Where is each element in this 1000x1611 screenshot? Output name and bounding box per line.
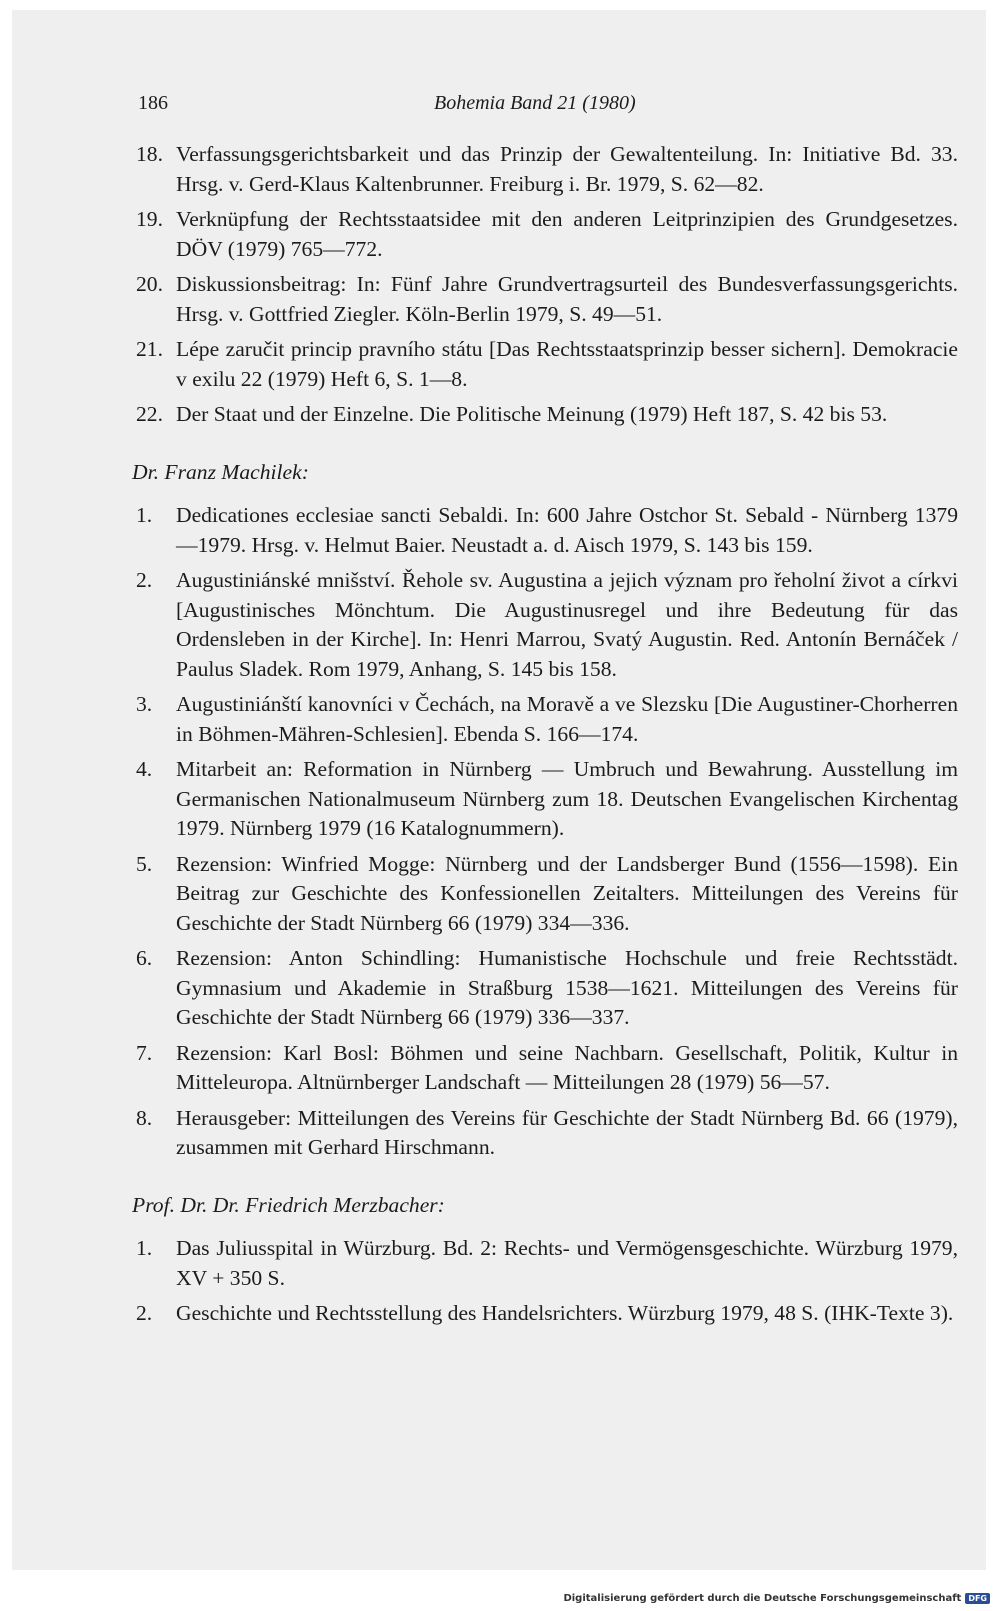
entry-list-section1 — [136, 140, 958, 430]
list-item — [136, 1299, 958, 1329]
list-item — [136, 690, 958, 749]
entry-number: 7. — [136, 1040, 153, 1065]
entry-text: Dedicationes ecclesiae sancti Sebaldi. In: 600 Jahre Ostchor St. Sebald - Nürnberg 1379—1979. Hrsg. v. Helmut Baier. Neustadt a. d. Aisch 1979, S. 143 bis 159. — [176, 503, 958, 557]
list-item — [136, 1234, 958, 1293]
list-item — [136, 205, 958, 264]
entry-number: 21. — [136, 337, 163, 361]
entry-text: Geschichte und Rechtsstellung des Handelsrichters. Würzburg 1979, 48 S. (IHK-Texte 3). — [176, 1301, 954, 1325]
entry-text: Das Juliusspital in Würzburg. Bd. 2: Rechts- und Vermögensgeschichte. Würzburg 1979, XV + 350 S. — [176, 1236, 958, 1290]
entry-number: 22. — [136, 402, 163, 426]
author-heading-merzbacher: Prof. Dr. Dr. Friedrich Merzbacher: — [132, 1192, 445, 1217]
footer-credit: Digitalisierung gefördert durch die Deutsche Forschungsgemeinschaft — [563, 1593, 962, 1604]
entry-number: 4. — [136, 757, 153, 781]
entry-text: Der Staat und der Einzelne. Die Politische Meinung (1979) Heft 187, S. 42 bis 53. — [176, 402, 888, 426]
entry-text: Augustiniánské mnišství. Řehole sv. Augustina a jejich význam pro řeholní život a církvi [Augustinisches Mönchtum. Die Augustinusregel und ihre Bedeutung für das Ordensleben in der Kirche]. In: Henri Marrou, Svatý Augustin. Red. Antonín Bernáček / Paulus Sladek. Rom 1979, Anhang, S. 145 bis 158. — [176, 568, 958, 681]
list-item — [136, 400, 958, 430]
entry-number: 2. — [136, 568, 153, 592]
entry-text: Augustiniánští kanovníci v Čechách, na Moravě a ve Slezsku [Die Augustiner-Chorherren in Böhmen-Mähren-Schlesien]. Ebenda S. 166—174. — [176, 692, 958, 746]
entry-text: Verknüpfung der Rechtsstaatsidee mit den anderen Leitprinzipien des Grundgesetzes. DÖV (1979) 765—772. — [176, 207, 958, 261]
list-item — [136, 270, 958, 329]
author-heading-machilek: Dr. Franz Machilek: — [132, 459, 309, 484]
list-item — [136, 1104, 958, 1163]
running-head: Bohemia Band 21 (1980) — [434, 92, 636, 114]
entry-text: Verfassungsgerichtsbarkeit und das Prinzip der Gewaltenteilung. In: Initiative Bd. 33. Hrsg. v. Gerd-Klaus Kaltenbrunner. Freiburg i. Br. 1979, S. 62—82. — [176, 142, 958, 196]
digitization-footer — [563, 1593, 990, 1604]
entry-text: Rezension: Winfried Mogge: Nürnberg und der Landsberger Bund (1556—1598). Ein Beitrag zur Geschichte des Konfessionellen Zeitalters. Mitteilungen des Vereins für Geschichte der Stadt Nürnberg 66 (1979) 334—336. — [176, 851, 958, 935]
entry-number: 18. — [136, 142, 163, 166]
entry-number: 3. — [136, 692, 153, 716]
entry-text: Rezension: Anton Schindling: Humanistische Hochschule und freie Rechtsstädt. Gymnasium und Akademie in Straßburg 1538—1621. Mitteilungen des Vereins für Geschichte der Stadt Nürnberg 66 (1979) 336—337. — [176, 946, 958, 1029]
entry-number: 6. — [136, 946, 153, 970]
entry-number: 2. — [136, 1301, 153, 1325]
list-item — [136, 944, 958, 1033]
list-item — [136, 1039, 958, 1098]
entry-text: Rezension: Karl Bosl: Böhmen und seine Nachbarn. Gesellschaft, Politik, Kultur in Mitteleuropa. Altnürnberger Landschaft — Mitteilungen 28 (1979) 56—57. — [176, 1040, 958, 1094]
entry-text: Lépe zaručit princip pravního státu [Das Rechtsstaatsprinzip besser sichern]. Demokracie v exilu 22 (1979) Heft 6, S. 1—8. — [176, 337, 958, 391]
bibliography-content — [132, 140, 958, 1335]
entry-number: 19. — [136, 207, 163, 231]
dfg-logo-icon: DFG — [965, 1593, 990, 1604]
entry-text: Diskussionsbeitrag: In: Fünf Jahre Grundvertragsurteil des Bundesverfassungsgerichts. Hrsg. v. Gottfried Ziegler. Köln-Berlin 1979, S. 49—51. — [176, 272, 958, 326]
entry-list-section2 — [136, 501, 958, 1163]
list-item — [136, 755, 958, 844]
list-item — [136, 501, 958, 560]
entry-text: Herausgeber: Mitteilungen des Vereins für Geschichte der Stadt Nürnberg Bd. 66 (1979), zusammen mit Gerhard Hirschmann. — [176, 1105, 958, 1159]
entry-number: 1. — [136, 503, 153, 527]
entry-number: 1. — [136, 1236, 153, 1260]
entry-text: Mitarbeit an: Reformation in Nürnberg — Umbruch und Bewahrung. Ausstellung im Germanischen Nationalmuseum Nürnberg zum 18. Deutschen Evangelischen Kirchentag 1979. Nürnberg 1979 (16 Katalognummern). — [176, 757, 958, 840]
list-item — [136, 140, 958, 199]
entry-number: 8. — [136, 1105, 153, 1130]
page-header — [138, 88, 958, 122]
entry-number: 20. — [136, 272, 163, 296]
list-item — [136, 335, 958, 394]
list-item — [136, 566, 958, 684]
entry-list-section3 — [136, 1234, 958, 1329]
entry-number: 5. — [136, 851, 153, 876]
list-item — [136, 850, 958, 939]
page-number: 186 — [138, 92, 168, 114]
